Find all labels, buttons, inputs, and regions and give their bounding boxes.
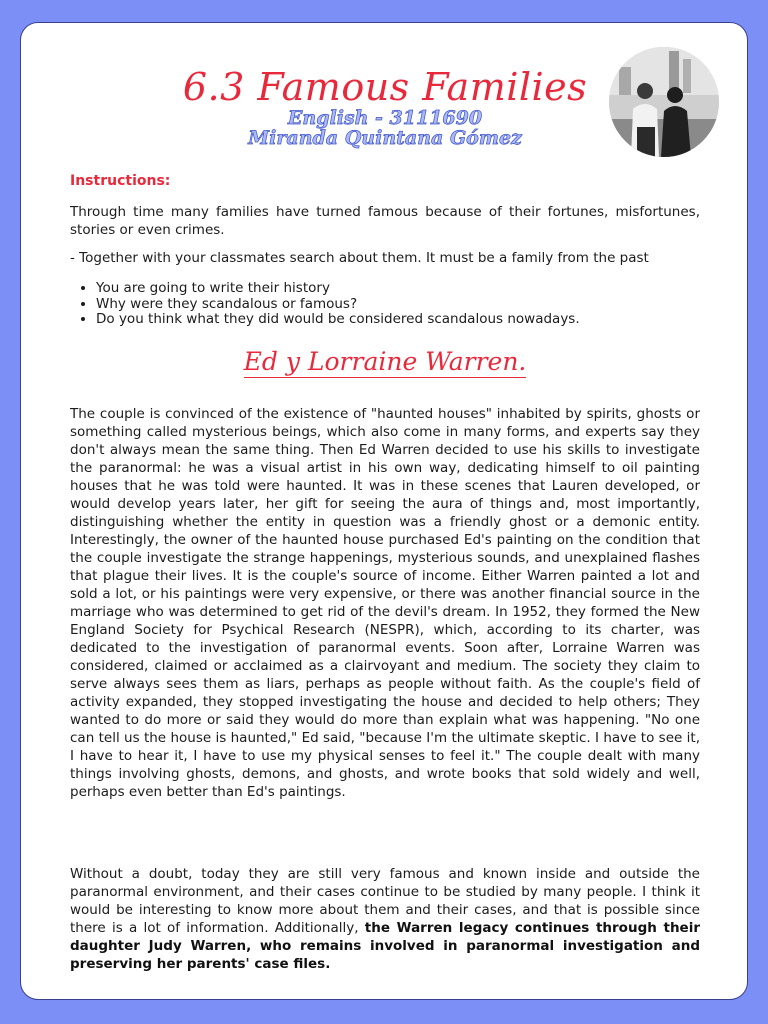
section-title xyxy=(21,347,749,376)
couple-photo xyxy=(609,47,719,157)
page-title: 6.3 Famous Families xyxy=(182,65,588,109)
list-item: • Why were they scandalous or famous? xyxy=(96,297,700,313)
body-paragraph-1: The couple is convinced of the existence of "haunted houses" inhabited by spirits, ghosts or something called mysterious beings, which also come in many forms, and experts say they don't always mean the same thing. Then Ed Warren decided to use his skills to investigate the paranormal: he was a visual artist in his own way, dedicating himself to oil painting houses that he was told were haunted. It was in these scenes that Lauren developed, or would develop years later, her gift for seeing the aura of things and, most importantly, distinguishing whether the entity in question was a friendly ghost or a demonic entity. Interestingly, the owner of the haunted house purchased Ed's painting on the condition that the couple investigate the strange happenings, mysterious sounds, and unexplained flashes that plague their lives. It is the couple's source of income. Either Warren painted a lot and sold a lot, or his paintings were very expensive, or there was another financial source in the marriage who was determined to get rid of the devil's dream. In 1952, they formed the New England Society for Psychical Research (NESPR), which, according to its charter, was dedicated to the investigation of paranormal events. Soon after, Lorraine Warren was considered, claimed or acclaimed as a clairvoyant and medium. The society they claim to serve always sees them as liars, perhaps as people without faith. As the couple's field of activity expanded, they stopped investigating the house and decided to help others; They wanted to do more or said they would do more than explain what was happening. "No one can tell us the house is haunted," Ed said, "because I'm the ultimate skeptic. I have to see it, I have to hear it, I have to use my physical senses to feel it." The couple dealt with many things involving ghosts, demons, and ghosts, and wrote books that sold widely and well, perhaps even better than Ed's paintings. xyxy=(70,406,700,800)
section-title-text: Ed y Lorraine Warren. xyxy=(243,347,527,376)
instructions-list xyxy=(70,281,700,328)
paragraph-2-bold-text: the Warren legacy continues through their daughter Judy Warren, who remains involved in paranormal investigation and preserving her parents' case files. xyxy=(70,920,700,972)
list-item: • Do you think what they did would be considered scandalous nowadays. xyxy=(96,312,700,328)
body-paragraph-2 xyxy=(70,865,700,973)
paragraph-2-text: Without a doubt, today they are still very famous and known inside and outside the paranormal environment, and their cases continue to be studied by many people. I think it would be interesting to know more about them and their cases, and that is possible since there is a lot of information. Additionally, xyxy=(70,866,700,936)
instructions-heading: Instructions: xyxy=(70,173,171,189)
course-subtitle: English - 3111690 xyxy=(287,107,483,129)
list-item: • You are going to write their history xyxy=(96,281,700,297)
instructions-task: - Together with your classmates search about them. It must be a family from the past xyxy=(70,250,649,266)
instructions-intro: Through time many families have turned famous because of their fortunes, misfortunes, stories or even crimes. xyxy=(70,204,700,238)
document-page xyxy=(20,22,748,1000)
author-subtitle: Miranda Quintana Gómez xyxy=(248,127,522,149)
